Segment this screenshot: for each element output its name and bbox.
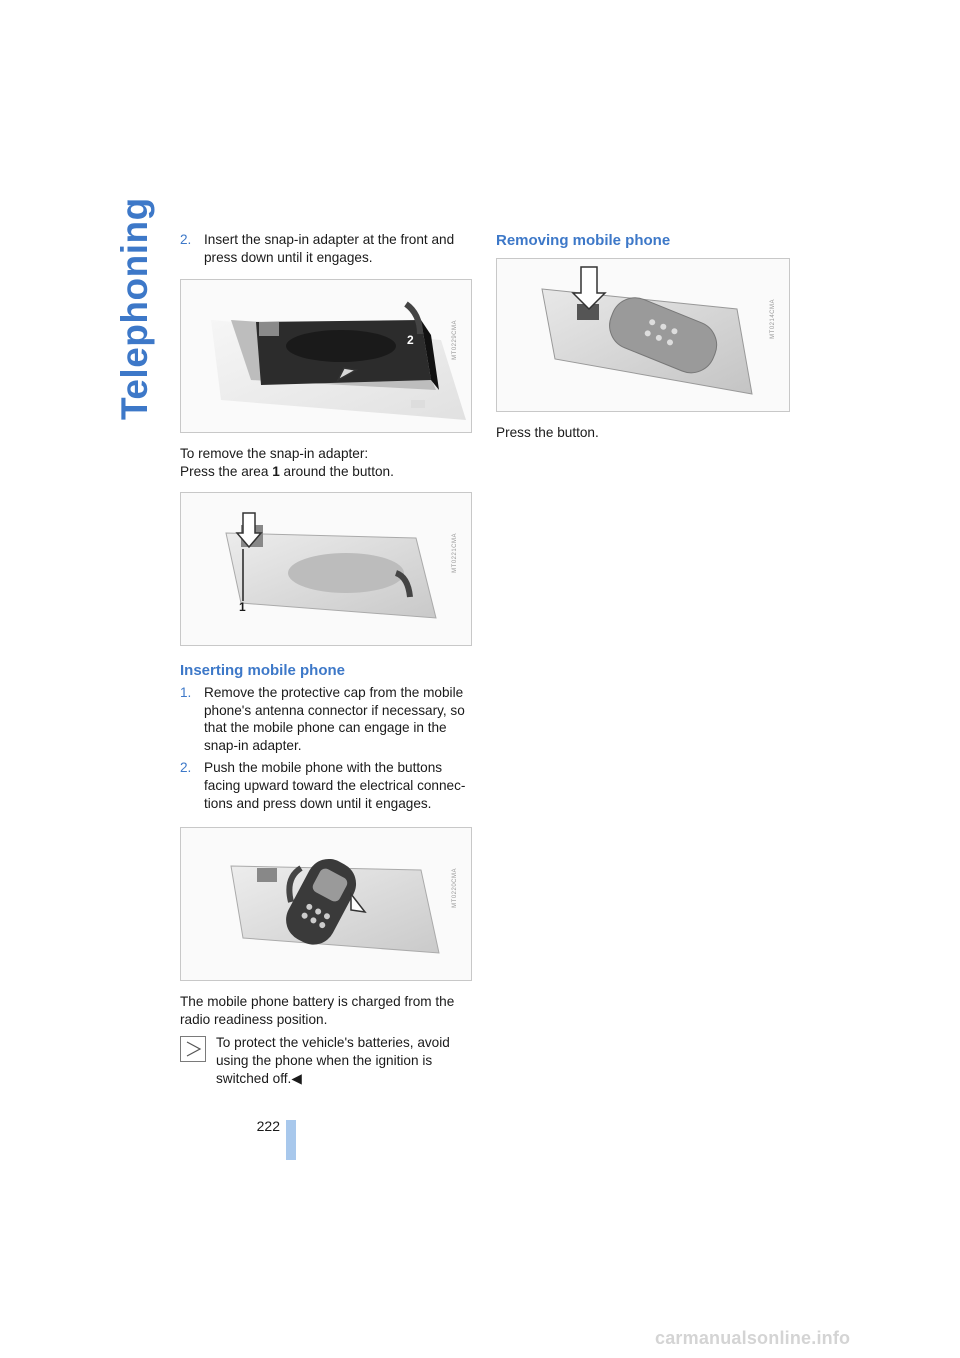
caution-note: [180, 1034, 480, 1087]
insert-adapter-step: [180, 231, 480, 266]
caution-triangle-icon: [180, 1036, 206, 1062]
right-column: [496, 231, 796, 441]
left-column: [180, 231, 480, 1087]
step-number: 2.: [180, 232, 192, 247]
insert-step-2: [180, 759, 480, 812]
page-number: 222: [256, 1118, 280, 1134]
figure-remove-adapter: [180, 492, 472, 646]
figure-callout-2: 2: [407, 333, 414, 348]
battery-text: The mobile phone battery is charged from the radio readiness position.: [180, 994, 455, 1027]
section-title: Telephoning: [114, 197, 155, 420]
step-text: Push the mobile phone with the buttons facing upward toward the electrical connec- tions and press down until it engages.: [204, 760, 466, 811]
figure-code: MT0214CMA: [770, 298, 777, 339]
step-number: 2.: [180, 760, 192, 776]
end-mark-icon: ◀: [291, 1070, 302, 1086]
insert-phone-illustration: [181, 828, 472, 981]
inserting-steps: [180, 684, 480, 812]
watermark: carmanualsonline.info: [655, 1328, 851, 1348]
page-tab-bar: [286, 1120, 296, 1160]
remove-adapter-intro: To remove the snap-in adapter:: [180, 446, 369, 462]
figure-remove-phone: [496, 258, 790, 412]
caution-text: To protect the vehicle's batteries, avoid using the phone when the ignition is switched off.: [216, 1035, 450, 1086]
figure-callout-1: 1: [239, 600, 246, 615]
removing-heading: Removing mobile phone: [496, 232, 671, 249]
figure-insert-phone: [180, 827, 472, 981]
remove-phone-illustration: [497, 259, 790, 412]
section-side-title: [114, 197, 158, 420]
step-text: Insert the snap-in adapter at the front and press down until it engages.: [204, 232, 455, 265]
insert-step-1: [180, 684, 480, 754]
figure-insert-adapter: [180, 279, 472, 433]
press-button-text: Press the button.: [496, 424, 599, 440]
inserting-heading: Inserting mobile phone: [180, 662, 346, 680]
step-number: 1.: [180, 684, 192, 700]
figure-code: MT0229CMA: [452, 320, 459, 361]
remove-adapter-illustration: [181, 493, 472, 646]
figure-code: MT0220CMA: [452, 868, 459, 908]
remove-adapter-instruction: Press the area 1 around the button.: [180, 463, 394, 479]
step-text: Remove the protective cap from the mobile phone's antenna connector if necessary, so that the mobile phone can engage in the snap-in adapter.: [204, 684, 465, 753]
figure-code: MT0221CMA: [452, 533, 459, 574]
adapter-illustration: [181, 280, 472, 433]
